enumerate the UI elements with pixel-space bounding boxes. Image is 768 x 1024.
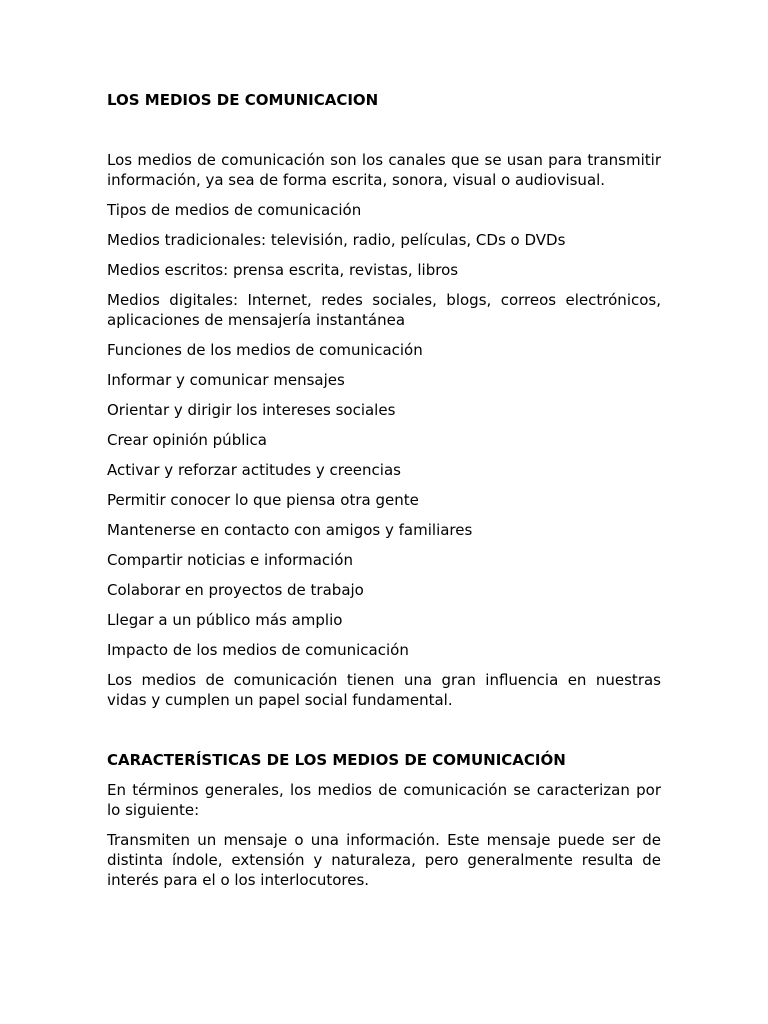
paragraph-intro: Los medios de comunicación son los canales que se usan para transmitir información, ya sea de forma escrita, sonora, visual o audiovisual. (107, 151, 661, 189)
paragraph-digital-media: Medios digitales: Internet, redes sociales, blogs, correos electrónicos, aplicaciones de mensajería instantánea (107, 291, 661, 329)
paragraph-function-item: Permitir conocer lo que piensa otra gente (107, 491, 419, 509)
paragraph-function-item: Compartir noticias e información (107, 551, 353, 569)
paragraph-written-media: Medios escritos: prensa escrita, revistas, libros (107, 261, 459, 279)
paragraph-function-item: Colaborar en proyectos de trabajo (107, 581, 364, 599)
paragraph-function-item: Crear opinión pública (107, 431, 267, 449)
paragraph-traditional-media: Medios tradicionales: televisión, radio, películas, CDs o DVDs (107, 231, 566, 249)
paragraph-function-item: Mantenerse en contacto con amigos y familiares (107, 521, 473, 539)
paragraph-characteristics-intro: En términos generales, los medios de comunicación se caracterizan por lo siguiente: (107, 781, 661, 819)
document-page (107, 90, 661, 900)
paragraph-function-item: Llegar a un público más amplio (107, 611, 343, 629)
paragraph-impact-heading: Impacto de los medios de comunicación (107, 641, 409, 659)
document-title: LOS MEDIOS DE COMUNICACION (107, 91, 379, 109)
paragraph-functions-heading: Funciones de los medios de comunicación (107, 341, 423, 359)
paragraph-impact: Los medios de comunicación tienen una gran influencia en nuestras vidas y cumplen un papel social fundamental. (107, 671, 661, 709)
paragraph-characteristics-message: Transmiten un mensaje o una información. Este mensaje puede ser de distinta índole, extensión y naturaleza, pero generalmente resulta de interés para el o los interlocutores. (107, 831, 661, 889)
paragraph-types-heading: Tipos de medios de comunicación (107, 201, 362, 219)
paragraph-function-item: Orientar y dirigir los intereses sociales (107, 401, 396, 419)
paragraph-function-item: Informar y comunicar mensajes (107, 371, 345, 389)
paragraph-function-item: Activar y reforzar actitudes y creencias (107, 461, 401, 479)
section-heading-characteristics: CARACTERÍSTICAS DE LOS MEDIOS DE COMUNICACIÓN (107, 751, 566, 769)
